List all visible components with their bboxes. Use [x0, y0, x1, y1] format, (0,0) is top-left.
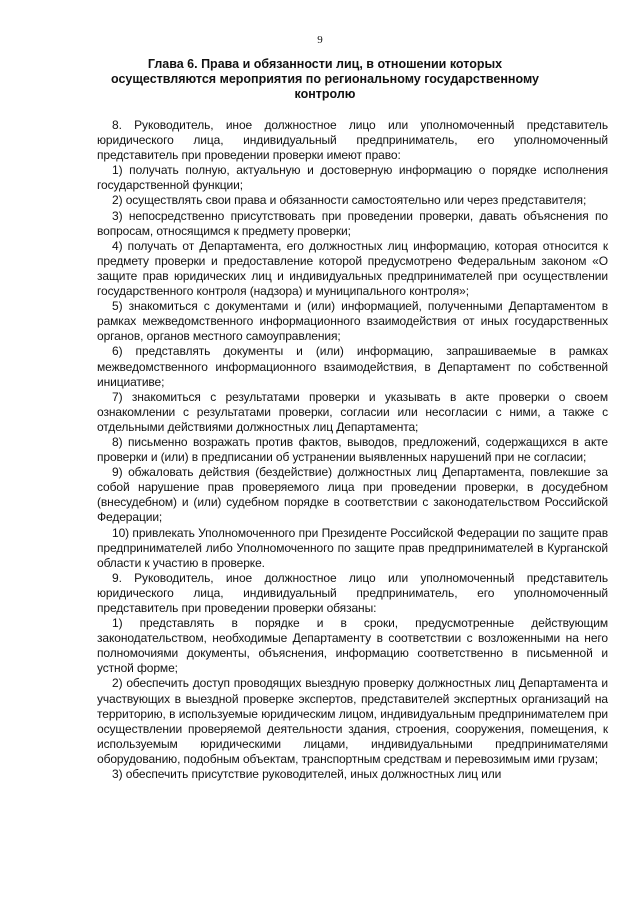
paragraph: 4) получать от Департамента, его должностных лиц информацию, которая относится к предмету проверки и предоставление которой предусмотрено Федеральным законом «О защите прав юридических лиц и индивидуальных предпринимателей при осуществлении государственного контроля (надзора) и муниципального контроля»; [97, 238, 608, 299]
paragraph: 10) привлекать Уполномоченного при Президенте Российской Федерации по защите прав предпринимателей либо Уполномоченного по защите прав предпринимателей в Курганской области к участию в проверке. [97, 525, 608, 570]
paragraph: 2) обеспечить доступ проводящих выездную проверку должностных лиц Департамента и участвующих в выездной проверке экспертов, представителей экспертных организаций на территорию, в используемые юридическим лицом, индивидуальным предпринимателем при осуществлении проверяемой деятельности здания, строения, сооружения, помещения, к используемым юридическими лицами, индивидуальными предпринимателями оборудованию, подобным объектам, транспортным средствам и перевозимым ими грузам; [97, 676, 608, 766]
paragraph: 3) обеспечить присутствие руководителей, иных должностных лиц или [112, 767, 502, 782]
paragraph: 1) представлять в порядке и в сроки, предусмотренные действующим законодательством, необходимые Департаменту в соответствии с возложенными на него полномочиями документы, объяснения, информацию соответственно в письменной и устной форме; [97, 616, 608, 676]
paragraph: 8. Руководитель, иное должностное лицо или уполномоченный представитель юридического лица, индивидуальный предприниматель, его уполномоченный представитель при проведении проверки имеют право: [97, 118, 608, 163]
paragraph: 7) знакомиться с результатами проверки и указывать в акте проверки о своем ознакомлении с результатами проверки, согласии или несогласии с ними, а также с отдельными действиями должностных лиц Департамента; [97, 389, 608, 434]
page-number: 9 [317, 34, 323, 46]
paragraph: 8) письменно возражать против фактов, выводов, предложений, содержащихся в акте проверки и (или) в предписании об устранении выявленных нарушений при не согласии; [97, 434, 608, 465]
paragraph: 3) непосредственно присутствовать при проведении проверки, давать объяснения по вопросам, относящимся к предмету проверки; [97, 208, 608, 238]
paragraph: 2) осуществлять свои права и обязанности самостоятельно или через представителя; [112, 193, 587, 208]
chapter-title: Глава 6. Права и обязанности лиц, в отношении которых осуществляются мероприятия по региональному государственному контролю [111, 57, 539, 101]
paragraph: 5) знакомиться с документами и (или) информацией, полученными Департаментом в рамках межведомственного информационного взаимодействия от иных государственных органов, органов местного самоуправления; [97, 299, 608, 344]
paragraph: 6) представлять документы и (или) информацию, запрашиваемые в рамках межведомственного информационного взаимодействия, в Департамент по собственной инициативе; [97, 344, 608, 389]
paragraph: 1) получать полную, актуальную и достоверную информацию о порядке исполнения государственной функции; [97, 163, 608, 193]
body-text [97, 118, 608, 782]
paragraph: 9) обжаловать действия (бездействие) должностных лиц Департамента, повлекшие за собой нарушение прав проверяемого лица при проведении проверки, в досудебном (внесудебном) и (или) судебном порядке в соответствии с законодательством Российской Федерации; [97, 465, 608, 525]
paragraph: 9. Руководитель, иное должностное лицо или уполномоченный представитель юридического лица, индивидуальный предприниматель, его уполномоченный представитель при проведении проверки обязаны: [97, 570, 608, 615]
